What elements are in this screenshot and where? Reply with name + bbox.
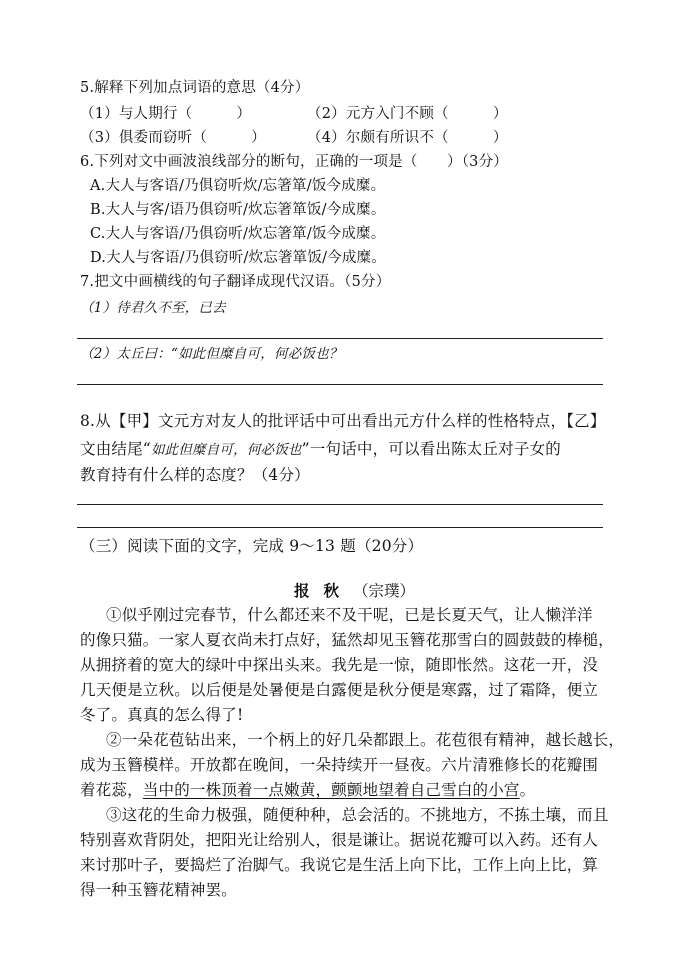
paragraph-1-line: 的像只猫。一家人夏衣尚未打点好，猛然却见玉簪花那雪白的圆鼓鼓的棒槌， — [80, 631, 614, 649]
q6-option-b: B.大人与客/语乃俱窃听/炊忘箸箪饭/今成糜。 — [90, 202, 386, 218]
q6-stem: 6.下列对文中画波浪线部分的断句，正确的一项是（ ）（3分） — [80, 154, 509, 170]
q8-line-3: 教育持有什么样的态度？（4分） — [80, 466, 310, 484]
q7-sub-2: （2）太丘曰：“如此但糜自可，何必饭也？ — [80, 346, 343, 362]
q5-stem: 5.解释下列加点词语的意思（4分） — [80, 80, 310, 96]
q6-option-c: C.大人与客语/乃俱窃听/炊忘箸箪/饭今成糜。 — [90, 226, 386, 242]
q8-line-1: 8.从【甲】文元方对友人的批评话中可出看出元方什么样的性格特点，【乙】 — [80, 412, 606, 430]
paragraph-1-line: 几天便是立秋。以后便是处暑便是白露便是秋分便是寒露，过了霜降，便立 — [80, 681, 599, 699]
q7-sub-1: （1）待君久不至，已去 — [80, 300, 226, 316]
q8-line-2 — [80, 438, 561, 461]
q8-quote: 如此但糜自可，何必饭也 — [150, 442, 302, 458]
q6-option-d: D.大人与客语/乃俱窃听/炊忘箸箪饭/今成糜。 — [90, 250, 386, 266]
answer-line[interactable] — [77, 338, 603, 339]
q8-line-2-b: ”一句话中，可以看出陈太丘对子女的 — [301, 440, 561, 458]
section-3-heading: （三）阅读下面的文字，完成 9～13 题（20分） — [80, 537, 424, 555]
article-title-text: 报秋 — [294, 581, 354, 600]
q8-line-2-a: 文由结尾“ — [80, 440, 151, 458]
q7-stem: 7.把文中画横线的句子翻译成现代汉语。（5分） — [80, 274, 391, 290]
paragraph-1-line: 冬了。真真的怎么得了! — [80, 706, 244, 724]
q6-option-a: A.大人与客语/乃俱窃听炊/忘箸箪/饭今成糜。 — [90, 178, 386, 194]
paragraph-3-line: ③这花的生命力极强，随便种种，总会活的。不挑地方，不拣土壤，而且 — [106, 806, 609, 824]
answer-line[interactable] — [77, 384, 603, 385]
paragraph-1-line: 从拥挤着的宽大的绿叶中探出头来。我先是一惊，随即怅然。这花一开，没 — [80, 656, 599, 674]
paragraph-2-line: 成为玉簪模样。开放都在晚间，一朵持续开一昼夜。六片清雅修长的花瓣围 — [80, 756, 599, 774]
article-author: （宗璞） — [353, 582, 416, 600]
paragraph-2-end: 。 — [519, 781, 536, 799]
paragraph-2-line — [80, 779, 535, 801]
q5-item-4: （4）尔颇有所识不（ ） — [307, 130, 508, 146]
paragraph-3-line: 特别喜欢背阴处，把阳光让给别人，很是谦让。据说花瓣可以入药。还有人 — [80, 831, 599, 849]
paragraph-2-line: ②一朵花苞钻出来，一个柄上的好几朵都跟上。花苞很有精神，越长越长， — [106, 731, 625, 749]
article-title — [294, 580, 415, 602]
paragraph-3-line: 来讨那叶子，要捣烂了治脚气。我说它是生活上向下比，工作上向上比，算 — [80, 856, 599, 874]
underlined-sentence: 当中的一株顶着一点嫩黄，颤颤地望着自己雪白的小宫 — [142, 781, 520, 799]
paragraph-2-lead: 着花蕊， — [80, 781, 143, 799]
answer-line[interactable] — [77, 527, 603, 528]
q5-item-3: （3）俱委而窃听（ ） — [80, 130, 266, 146]
paragraph-3-line: 得一种玉簪花精神罢。 — [80, 881, 238, 899]
q5-item-2: （2）元方入门不顾（ ） — [307, 106, 508, 122]
q5-item-1: （1）与人期行（ ） — [80, 106, 252, 122]
paragraph-1-line: ①似乎刚过完春节，什么都还来不及干呢，已是长夏天气，让人懒洋洋 — [106, 606, 593, 624]
answer-line[interactable] — [77, 504, 603, 505]
